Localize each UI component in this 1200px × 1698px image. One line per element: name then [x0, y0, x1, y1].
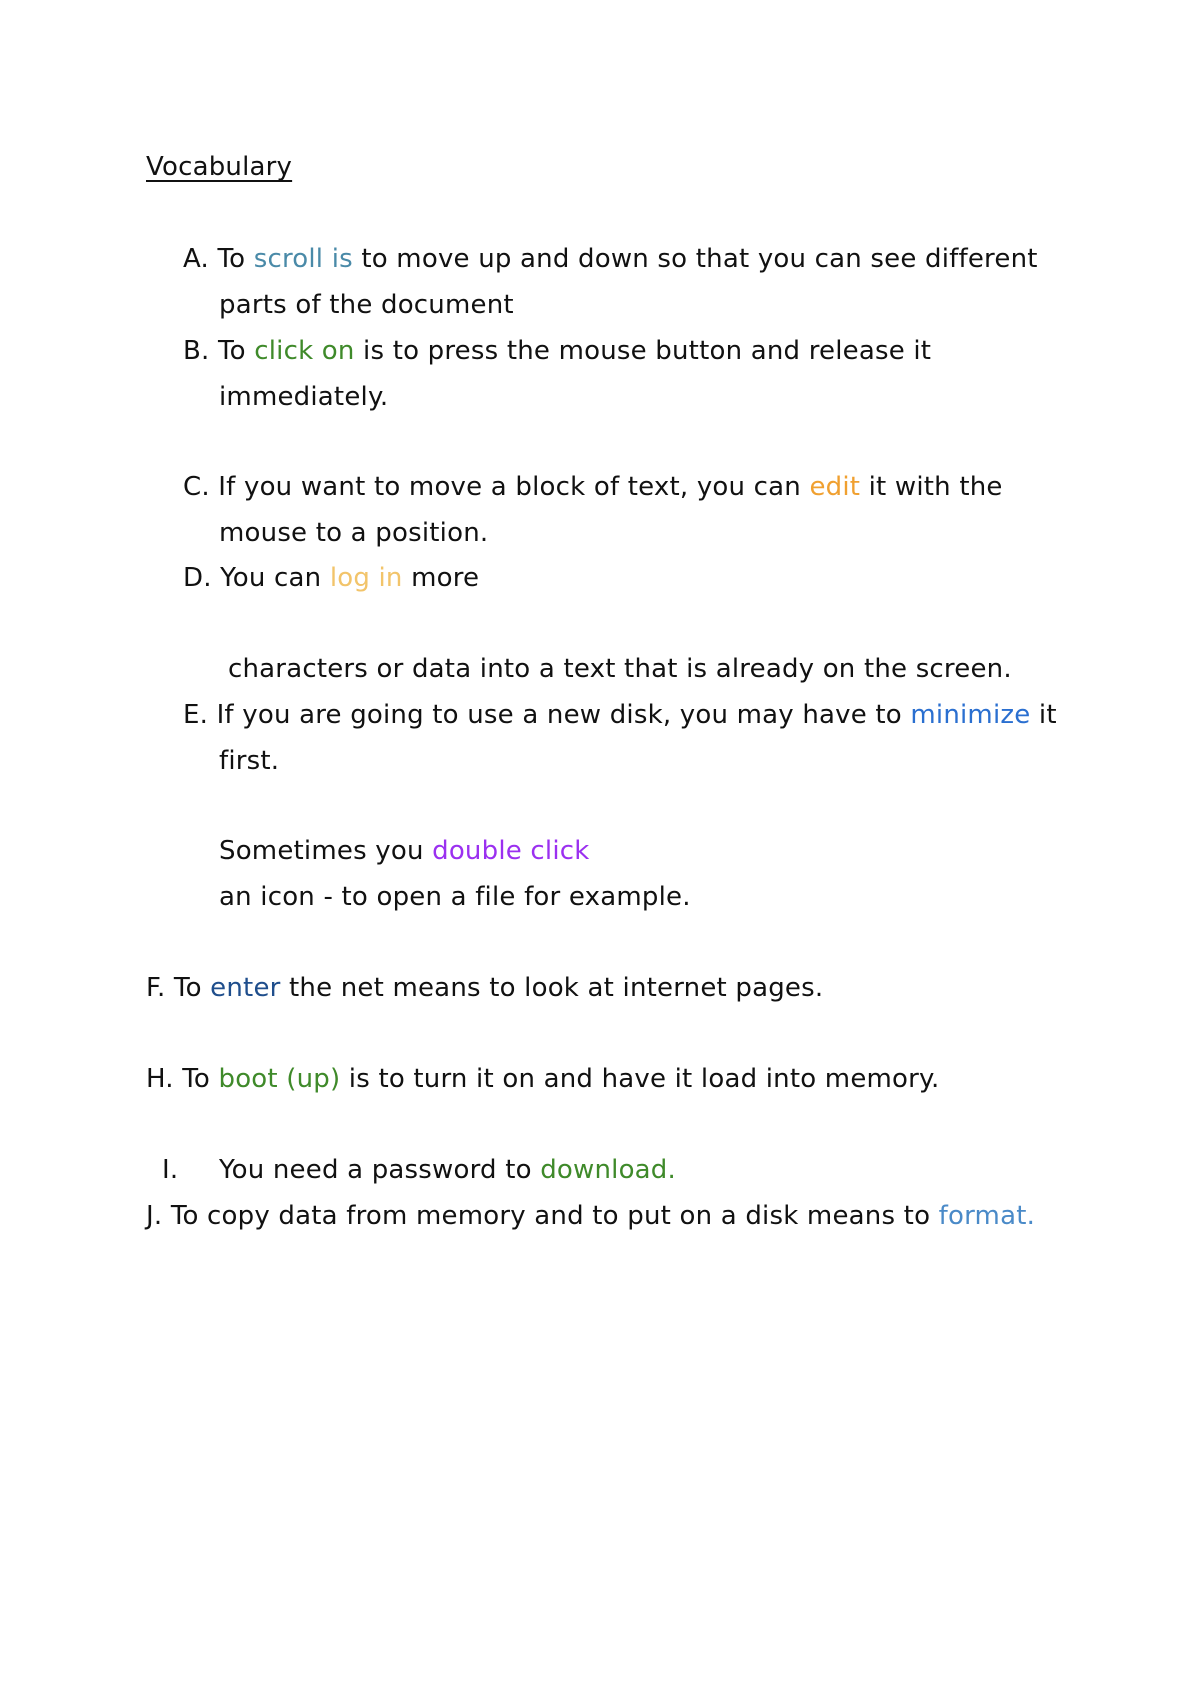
item-marker: J.	[146, 1201, 163, 1231]
vocab-term: scroll is	[253, 244, 353, 274]
list-item-j	[146, 1199, 1035, 1233]
item-marker: D.	[183, 563, 212, 593]
list-item-f	[146, 971, 823, 1005]
item-text: it with the	[860, 472, 1003, 502]
item-text: the net means to look at internet pages.	[280, 973, 824, 1003]
extra-paragraph	[219, 834, 590, 868]
list-item-a-continuation: parts of the document	[219, 290, 514, 320]
item-text: To	[173, 973, 211, 1003]
item-text: to move up and down so that you can see different	[352, 244, 1038, 274]
list-item-d-continuation: characters or data into a text that is already on the screen.	[228, 654, 1012, 684]
list-item-e-continuation: first.	[219, 746, 280, 776]
vocab-term: log in	[329, 563, 403, 593]
item-text: You need a password to	[219, 1155, 541, 1185]
vocab-term: boot (up)	[218, 1064, 341, 1094]
item-text: is to press the mouse button and release it	[354, 336, 932, 366]
vocab-term: enter	[210, 973, 281, 1003]
item-text: Sometimes you	[219, 836, 433, 866]
item-text: To copy data from memory and to put on a disk means to	[170, 1201, 939, 1231]
item-marker: F.	[146, 973, 166, 1003]
item-text: To	[217, 244, 254, 274]
extra-paragraph-continuation: an icon - to open a file for example.	[219, 882, 691, 912]
vocab-term: click on	[254, 336, 355, 366]
item-text: If you are going to use a new disk, you may have to	[216, 700, 911, 730]
vocab-term: format.	[938, 1201, 1036, 1231]
item-text: is to turn it on and have it load into memory.	[340, 1064, 940, 1094]
vocab-term: double click	[432, 836, 590, 866]
item-marker: I.	[162, 1155, 179, 1185]
list-item-e	[183, 698, 1057, 732]
page-title: Vocabulary	[146, 152, 293, 182]
vocab-term: minimize	[910, 700, 1031, 730]
item-text: You can	[220, 563, 330, 593]
item-text: To	[217, 336, 255, 366]
list-item-c	[183, 470, 1003, 504]
item-marker: E.	[183, 700, 209, 730]
item-marker: B.	[183, 336, 210, 366]
vocab-term: download.	[540, 1155, 676, 1185]
item-marker: C.	[183, 472, 210, 502]
vocab-term: edit	[809, 472, 861, 502]
item-marker: H.	[146, 1064, 174, 1094]
item-text: it	[1030, 700, 1057, 730]
list-item-h	[146, 1062, 939, 1096]
list-item-d	[183, 561, 479, 595]
item-marker: A.	[183, 244, 209, 274]
list-item-i	[162, 1153, 676, 1187]
item-text: more	[402, 563, 480, 593]
item-text: If you want to move a block of text, you can	[218, 472, 810, 502]
list-item-b-continuation: immediately.	[219, 382, 389, 412]
list-item-b	[183, 334, 931, 368]
item-text: To	[182, 1064, 219, 1094]
list-item-c-continuation: mouse to a position.	[219, 518, 489, 548]
list-item-a	[183, 242, 1038, 276]
